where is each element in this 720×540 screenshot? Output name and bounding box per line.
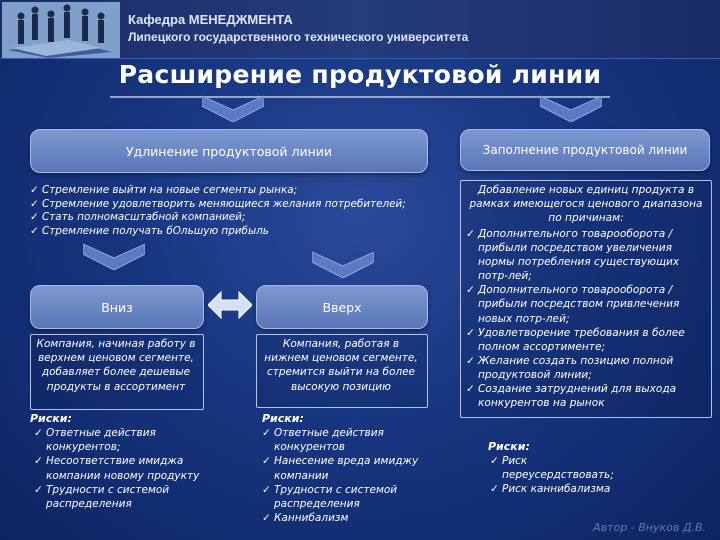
stretch-up-label: Вверх	[256, 285, 428, 329]
stretch-up-description: Компания, работая в нижнем ценовом сегменте, стремится выйти на более высокую позицию	[264, 338, 418, 393]
stretch-down-label: Вниз	[30, 285, 204, 329]
chevron-down-icon	[83, 240, 145, 270]
product-line-filling-label: Заполнение продуктовой линии	[460, 129, 710, 171]
list-item: ✓ Желание создать позицию полной продуктовой линии;	[466, 354, 706, 382]
chevron-down-icon	[202, 92, 264, 122]
list-item: ✓ Создание затруднений для выхода конкурентов на рынок	[466, 382, 706, 410]
list-item: ✓ Стремление удовлетворить меняющиеся желания потребителей;	[30, 198, 426, 212]
list-item: ✓ Ответные действия конкурентов	[262, 426, 426, 454]
stretch-down-risks-title: Риски:	[30, 412, 72, 425]
list-item: ✓ Риск каннибализма	[490, 482, 640, 496]
title-underline	[110, 96, 610, 98]
list-item: ✓ Ответные действия конкурентов;	[34, 426, 202, 454]
list-item: ✓ Стремление выйти на новые сегменты рынка;	[30, 184, 426, 198]
author-credit: Автор - Внуков Д.В.	[593, 521, 706, 534]
stretch-down-description: Компания, начиная работу в верхнем ценовом сегменте, добавляет более дешевые продукты в ассортимент	[36, 338, 196, 393]
list-item: ✓ Риск переусердствовать;	[490, 454, 640, 482]
list-item: ✓ Стремление получать бОльшую прибыль	[30, 225, 426, 239]
stretch-down-risks-list	[34, 426, 202, 511]
list-item: ✓ Дополнительного товарооборота / прибыли посредством привлечения новых потр-лей;	[466, 283, 706, 325]
filling-risks-title: Риски:	[488, 440, 530, 453]
list-item: ✓ Несоответствие имиджа компании новому продукту	[34, 454, 202, 482]
list-item: ✓ Дополнительного товарооборота / прибыли посредством увеличения нормы потребления существующих потр-лей;	[466, 227, 706, 283]
list-item: ✓ Каннибализм	[262, 511, 426, 525]
list-item: ✓ Трудности с системой распределения	[262, 483, 426, 511]
list-item: ✓ Нанесение вреда имиджу компании	[262, 454, 426, 482]
stretch-up-risks-list	[262, 426, 426, 525]
list-item: ✓ Стать полномасштабной компанией;	[30, 211, 426, 225]
filling-reasons-list	[466, 227, 706, 410]
product-line-stretching-label: Удлинение продуктовой линии	[30, 129, 428, 173]
slide-title: Расширение продуктовой линии	[118, 60, 602, 89]
filling-intro: Добавление новых единиц продукта в рамках имеющегося ценового диапазона по причинам:	[469, 184, 703, 225]
stretch-up-risks-title: Риски:	[262, 412, 304, 425]
stretching-goals-list	[30, 184, 426, 238]
chevron-down-icon	[312, 248, 374, 278]
list-item: ✓ Трудности с системой распределения	[34, 483, 202, 511]
university-name: Липецкого государственного технического университета	[128, 30, 469, 44]
department-name: Кафедра МЕНЕДЖМЕНТА	[128, 12, 293, 27]
double-arrow-icon	[208, 290, 252, 320]
list-item: ✓ Удовлетворение требования в более полном ассортименте;	[466, 326, 706, 354]
filling-risks-list	[490, 454, 640, 497]
business-people-logo-icon	[2, 2, 120, 58]
header-banner	[0, 0, 720, 59]
chevron-down-icon	[540, 92, 602, 122]
